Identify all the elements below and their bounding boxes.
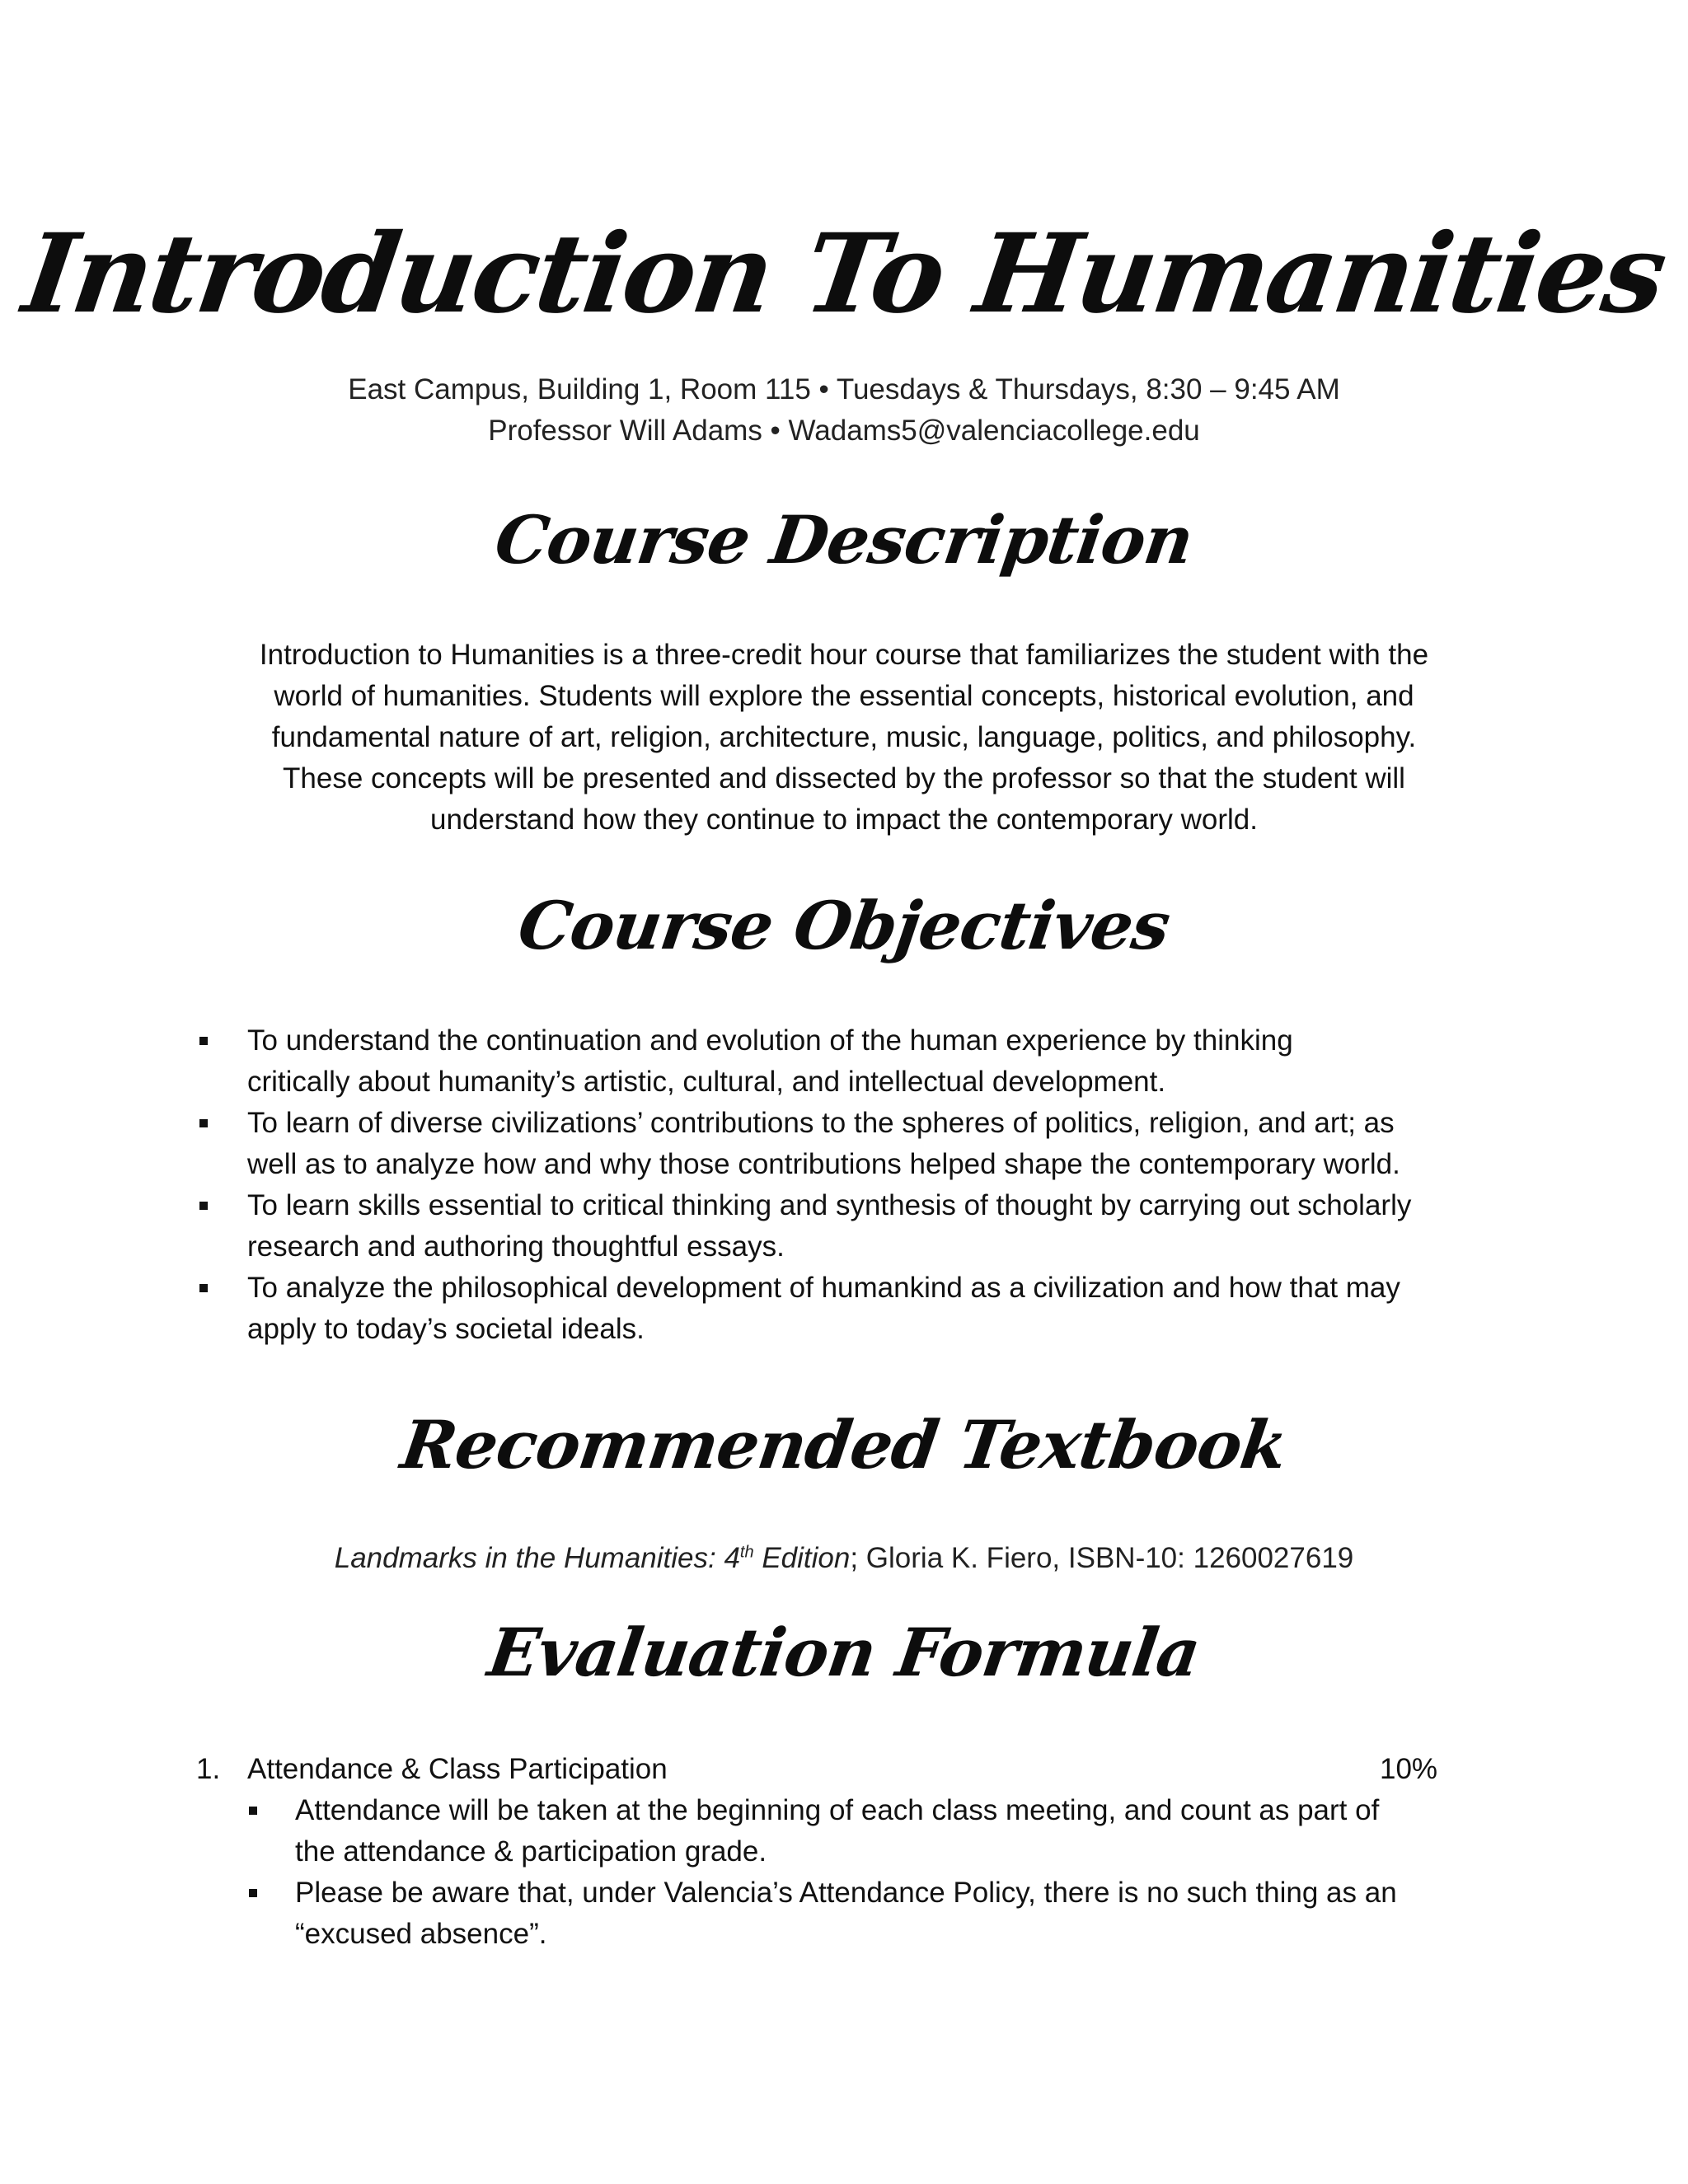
square-bullet-icon	[199, 1119, 208, 1127]
note-line: Please be aware that, under Valencia’s Attendance Policy, there is no such thing as an	[295, 1877, 1397, 1909]
evaluation-number: 1.	[196, 1753, 221, 1785]
recommended-textbook-heading: Recommended Textbook	[396, 1406, 1292, 1483]
square-bullet-icon	[249, 1889, 257, 1897]
description-line: fundamental nature of art, religion, architecture, music, language, politics, and philosophy.	[271, 721, 1417, 753]
objective-item	[196, 1268, 1498, 1350]
objectives-list	[196, 1020, 1498, 1350]
evaluation-percent: 10%	[1380, 1753, 1438, 1785]
evaluation-item-header	[196, 1749, 1449, 1790]
textbook-title	[335, 1542, 851, 1574]
textbook-citation	[0, 1538, 1688, 1579]
course-description-text	[165, 635, 1523, 841]
description-line: Introduction to Humanities is a three-credit hour course that familiarizes the student with the	[259, 639, 1429, 671]
note-line: “excused absence”.	[295, 1918, 547, 1950]
objective-line: To learn skills essential to critical thinking and synthesis of thought by carrying out scholarly	[247, 1189, 1412, 1221]
square-bullet-icon	[249, 1807, 257, 1815]
description-line: world of humanities. Students will explore the essential concepts, historical evolution, and	[274, 680, 1414, 712]
textbook-author-isbn: ; Gloria K. Fiero, ISBN-10: 1260027619	[850, 1542, 1354, 1574]
evaluation-item	[196, 1749, 1449, 1955]
page-title: Introduction To Humanities	[16, 210, 1672, 338]
class-location-schedule: East Campus, Building 1, Room 115 • Tuesdays & Thursdays, 8:30 – 9:45 AM	[348, 373, 1340, 405]
evaluation-note	[246, 1872, 1449, 1955]
description-line: understand how they continue to impact the contemporary world.	[430, 804, 1258, 836]
evaluation-label: Attendance & Class Participation	[247, 1753, 668, 1785]
note-line: the attendance & participation grade.	[295, 1835, 767, 1868]
objective-item	[196, 1020, 1498, 1103]
objective-line: To learn of diverse civilizations’ contributions to the spheres of politics, religion, and art; as	[247, 1107, 1395, 1139]
objective-item	[196, 1103, 1498, 1185]
square-bullet-icon	[199, 1284, 208, 1292]
objective-line: To analyze the philosophical development of humankind as a civilization and how that may	[247, 1272, 1400, 1304]
objective-line: critically about humanity’s artistic, cultural, and intellectual development.	[247, 1066, 1166, 1098]
objective-line: To understand the continuation and evolution of the human experience by thinking	[247, 1024, 1293, 1057]
professor-contact: Professor Will Adams • Wadams5@valenciacollege.edu	[488, 415, 1200, 447]
textbook-title-part: Edition	[753, 1542, 851, 1574]
objective-line: well as to analyze how and why those contributions helped shape the contemporary world.	[247, 1148, 1400, 1180]
evaluation-notes	[246, 1790, 1449, 1955]
square-bullet-icon	[199, 1202, 208, 1210]
course-objectives-heading: Course Objectives	[513, 887, 1175, 964]
edition-superscript: th	[739, 1543, 754, 1562]
evaluation-note	[246, 1790, 1449, 1872]
note-line: Attendance will be taken at the beginning of each class meeting, and count as part of	[295, 1794, 1380, 1826]
evaluation-formula-heading: Evaluation Formula	[483, 1614, 1205, 1691]
objective-item	[196, 1185, 1498, 1268]
description-line: These concepts will be presented and dissected by the professor so that the student will	[283, 762, 1405, 794]
objective-line: apply to today’s societal ideals.	[247, 1313, 645, 1345]
textbook-title-part: Landmarks in the Humanities: 4	[334, 1542, 740, 1574]
course-description-heading: Course Description	[490, 501, 1198, 579]
square-bullet-icon	[199, 1037, 208, 1045]
objective-line: research and authoring thoughtful essays.	[247, 1230, 785, 1263]
